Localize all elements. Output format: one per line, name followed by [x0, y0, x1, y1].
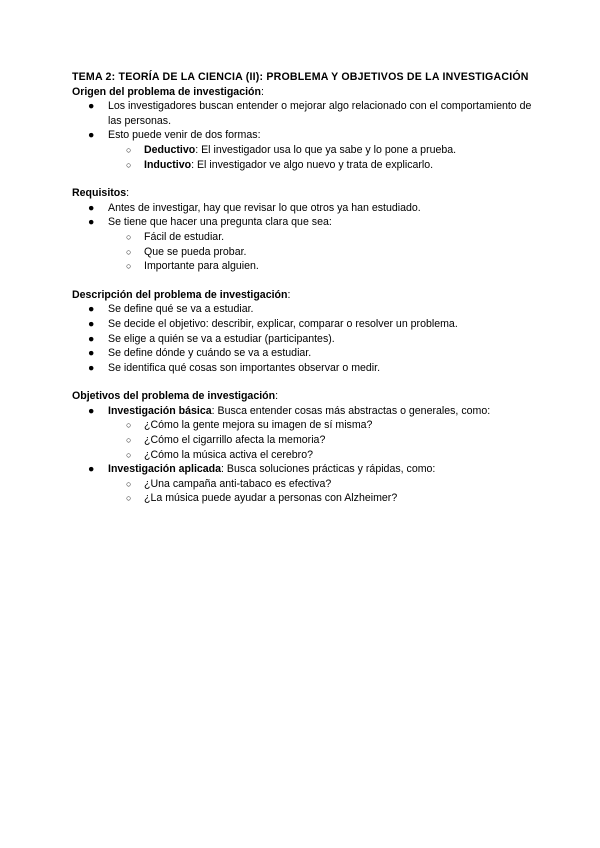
- sublist-requisitos: [108, 230, 540, 274]
- list-item: [88, 346, 540, 361]
- list-item: [88, 332, 540, 347]
- bullet-icon: ●: [88, 361, 95, 374]
- circle-bullet-icon: ○: [126, 246, 132, 257]
- term-deductivo: Deductivo: [144, 143, 196, 156]
- bullet-icon: ●: [88, 347, 95, 360]
- sublist-basica: [108, 418, 540, 462]
- sublist-item: [126, 230, 540, 245]
- sublist-item-text: ¿Una campaña anti-tabaco es efectiva?: [144, 477, 332, 490]
- list-item-text: : Busca entender cosas más abstractas o generales, como:: [211, 404, 491, 417]
- bullet-icon: ●: [88, 216, 95, 229]
- section-heading-origen: Origen del problema de investigación:: [72, 85, 264, 98]
- circle-bullet-icon: ○: [126, 493, 132, 504]
- section-requisitos: [72, 186, 540, 274]
- bullet-icon: ●: [88, 129, 95, 142]
- term-investigacion-aplicada: Investigación aplicada: [108, 463, 222, 476]
- list-item-text: Se define dónde y cuándo se va a estudiar.: [108, 347, 312, 360]
- section-origen: [72, 85, 540, 173]
- heading-text: Descripción del problema de investigación: [72, 288, 288, 301]
- section-objetivos: [72, 389, 540, 506]
- circle-bullet-icon: ○: [126, 144, 132, 155]
- circle-bullet-icon: ○: [126, 435, 132, 446]
- list-item: [88, 361, 540, 376]
- sublist-item: [126, 259, 540, 274]
- term-investigacion-basica: Investigación básica: [108, 404, 212, 417]
- sublist-item: [126, 477, 540, 492]
- list-item: [88, 201, 540, 216]
- section-heading-descripcion: Descripción del problema de investigación:: [72, 288, 291, 301]
- list-item-text: Se decide el objetivo: describir, explicar, comparar o resolver un problema.: [108, 317, 458, 330]
- bullet-icon: ●: [88, 317, 95, 330]
- sublist-item: [126, 143, 540, 158]
- section-heading-requisitos: Requisitos:: [72, 187, 130, 200]
- list-item-text: Se define qué se va a estudiar.: [108, 303, 254, 316]
- list-item-text: Los investigadores buscan entender o mejorar algo relacionado con el comportamiento de las personas.: [108, 100, 532, 127]
- circle-bullet-icon: ○: [126, 159, 132, 170]
- sublist-item: [126, 491, 540, 506]
- sublist-item-text: ¿Cómo el cigarrillo afecta la memoria?: [144, 434, 326, 447]
- sublist-item-text: ¿La música puede ayudar a personas con Alzheimer?: [144, 492, 398, 505]
- sublist-item: [126, 158, 540, 173]
- list-origen: [72, 99, 540, 172]
- list-item: [88, 317, 540, 332]
- circle-bullet-icon: ○: [126, 420, 132, 431]
- list-item-text: Se tiene que hacer una pregunta clara que sea:: [108, 216, 332, 229]
- sublist-item-text: ¿Cómo la gente mejora su imagen de sí misma?: [144, 419, 373, 432]
- list-item-text: Se identifica qué cosas son importantes observar o medir.: [108, 361, 381, 374]
- circle-bullet-icon: ○: [126, 261, 132, 272]
- bullet-icon: ●: [88, 404, 95, 417]
- sublist-item: [126, 433, 540, 448]
- list-requisitos: [72, 201, 540, 274]
- section-descripcion: [72, 288, 540, 376]
- sublist-item-text: : El investigador usa lo que ya sabe y lo pone a prueba.: [195, 143, 457, 156]
- list-item: [88, 404, 540, 462]
- sublist-item: [126, 245, 540, 260]
- bullet-icon: ●: [88, 463, 95, 476]
- list-item: [88, 99, 540, 128]
- circle-bullet-icon: ○: [126, 449, 132, 460]
- sublist-item: [126, 448, 540, 463]
- list-item: [88, 302, 540, 317]
- sublist-origen: [108, 143, 540, 172]
- sublist-item-text: : El investigador ve algo nuevo y trata de explicarlo.: [191, 158, 434, 171]
- sublist-aplicada: [108, 477, 540, 506]
- list-item: [88, 215, 540, 273]
- sublist-item-text: Que se pueda probar.: [144, 245, 247, 258]
- sublist-item-text: Fácil de estudiar.: [144, 230, 225, 243]
- heading-text: Requisitos: [72, 187, 127, 200]
- section-heading-objetivos: Objetivos del problema de investigación:: [72, 390, 279, 403]
- bullet-icon: ●: [88, 201, 95, 214]
- heading-text: Origen del problema de investigación: [72, 85, 261, 98]
- list-item-text: : Busca soluciones prácticas y rápidas, como:: [221, 463, 436, 476]
- list-item-text: Antes de investigar, hay que revisar lo que otros ya han estudiado.: [108, 201, 421, 214]
- bullet-icon: ●: [88, 303, 95, 316]
- document-title: TEMA 2: TEORÍA DE LA CIENCIA (II): PROBLEMA Y OBJETIVOS DE LA INVESTIGACIÓN: [72, 71, 529, 83]
- sublist-item: [126, 418, 540, 433]
- list-item-text: Se elige a quién se va a estudiar (participantes).: [108, 332, 335, 345]
- heading-text: Objetivos del problema de investigación: [72, 390, 276, 403]
- list-item-text: Esto puede venir de dos formas:: [108, 129, 261, 142]
- circle-bullet-icon: ○: [126, 478, 132, 489]
- circle-bullet-icon: ○: [126, 231, 132, 242]
- sublist-item-text: Importante para alguien.: [144, 260, 259, 273]
- bullet-icon: ●: [88, 332, 95, 345]
- list-descripcion: [72, 302, 540, 375]
- bullet-icon: ●: [88, 100, 95, 113]
- list-objetivos: [72, 404, 540, 506]
- list-item: [88, 128, 540, 172]
- term-inductivo: Inductivo: [144, 158, 192, 171]
- list-item: [88, 462, 540, 506]
- sublist-item-text: ¿Cómo la música activa el cerebro?: [144, 448, 313, 461]
